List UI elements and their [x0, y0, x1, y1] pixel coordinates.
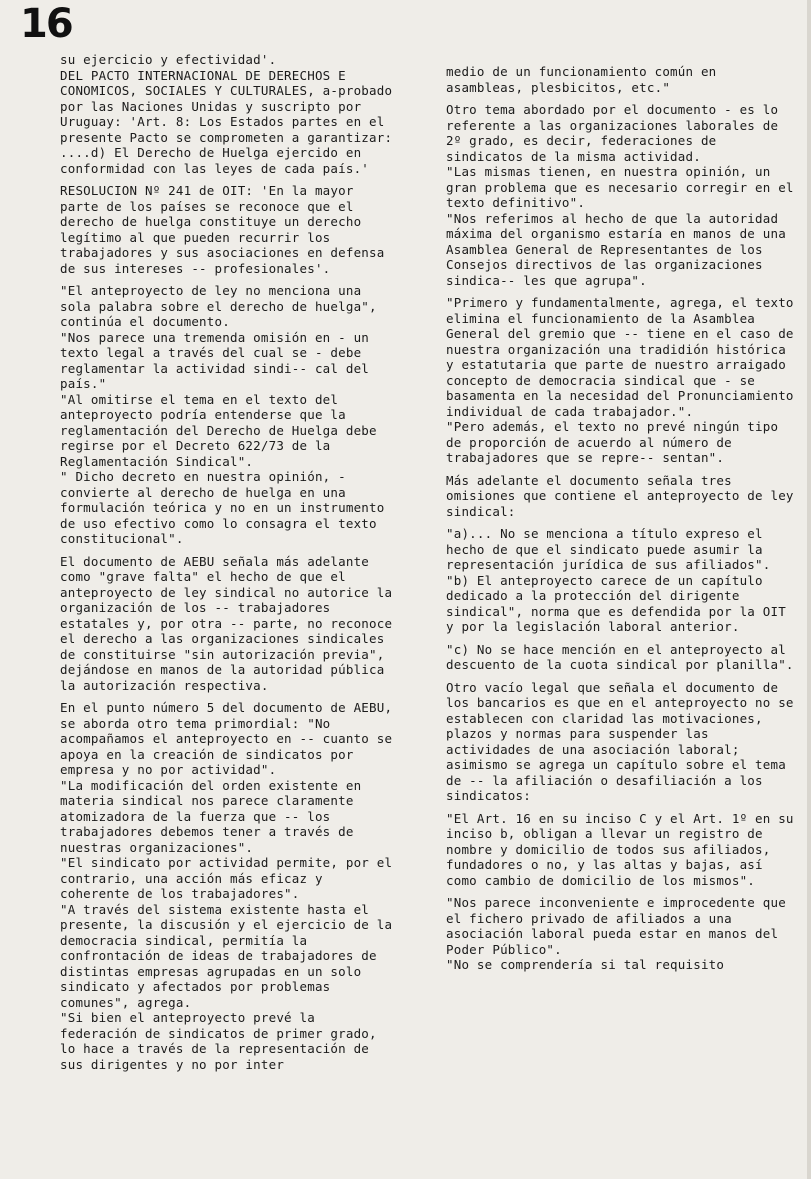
right-paragraph-5: "a)... No se menciona a título expreso el hecho de que el sindicato puede asumir la representación jurídica de sus afiliados". "b) El anteproyecto carece de un capítulo dedicado a la protección del dirigente sindical", norma que es defendida por la OIT y por la legislación laboral anterior. [446, 526, 786, 634]
left-paragraph-4: El documento de AEBU señala más adelante como "grave falta" el hecho de que el anteproyecto de ley sindical no autorice la organización de los -- trabajadores estatales y, por otra -- parte, no reconoce el derecho a las organizaciones sindicales de constituirse "sin autorización previa", dejándose en manos de la autoridad pública la autorización respectiva. [60, 553, 400, 693]
right-paragraph-8: "El Art. 16 en su inciso C y el Art. 1º en su inciso b, obligan a llevar un registro de nombre y domicilio de todos sus afiliados, fundadores o no, y las altas y bajas, así como cambio de domicilio de los mismos". [446, 810, 802, 888]
right-paragraph-3: "Primero y fundamentalmente, agrega, el texto elimina el funcionamiento de la Asamblea General del gremio que -- tiene en el caso de nuestra organización una tradidión histórica y estatutaria que parte de nuestro arraigado concepto de democracia sindical que - se basamenta en la necesidad del Pronunciamiento individual de cada trabajador.". "Pero además, el texto no prevé ningún tipo de proporción de acuerdo al número de trabajadores que se repre-- sentan". [446, 295, 794, 465]
page-edge-shadow [807, 0, 811, 1179]
right-paragraph-4: Más adelante el documento señala tres omisiones que contiene el anteproyecto de ley sindical: [446, 472, 802, 519]
page-number: 16 [20, 1, 72, 47]
right-paragraph-7: Otro vacío legal que señala el documento de los bancarios es que en el anteproyecto no se establecen con claridad las motivaciones, plazos y normas para suspender las actividades de una asociación laboral; asimismo se agrega un capítulo sobre el tema de -- la afiliación o desafiliación a los sindicatos: [446, 679, 802, 803]
right-column [446, 64, 802, 980]
left-paragraph-5: En el punto número 5 del documento de AEBU, se aborda otro tema primordial: "No acompañamos el anteproyecto en -- cuanto se apoya en la creación de sindicatos por empresa y no por actividad". "La modificación del orden existente en materia sindical nos parece claramente atomizadora de la fuerza que -- los trabajadores debemos tener a través de nuestras organizaciones". "El sindicato por actividad permite, por el contrario, una acción más eficaz y coherente de los trabajadores". "A través del sistema existente hasta el presente, la discusión y el ejercicio de la democracia sindical, permitía la confrontación de ideas de trabajadores de distintas empresas agrupadas en un solo sindicato y afectados por problemas comunes", agrega. "Si bien el anteproyecto prevé la federación de sindicatos de primer grado, lo hace a través de la representación de sus dirigentes y no por inter [60, 700, 393, 1072]
right-paragraph-9: "Nos parece inconveniente e improcedente que el fichero privado de afiliados a una asociación laboral pueda estar en manos del Poder Público". "No se comprendería si tal requisito [446, 895, 786, 972]
left-paragraph-2: RESOLUCION Nº 241 de OIT: 'En la mayor parte de los países se reconoce que el derecho de huelga constituye un derecho legítimo al que pueden recurrir los trabajadores y sus asociaciones en defensa de sus intereses -- profesionales'. [60, 183, 393, 276]
left-paragraph-1: su ejercicio y efectividad'. DEL PACTO INTERNACIONAL DE DERECHOS E CONOMICOS, SOCIALES Y CULTURALES, a-probado por las Naciones Unidas y suscripto por Uruguay: 'Art. 8: Los Estados partes en el presente Pacto se comprometen a garantizar: ....d) El Derecho de Huelga ejercido en conformidad con las leyes de cada país.' [60, 52, 393, 176]
left-column [60, 52, 400, 1079]
left-paragraph-3: "El anteproyecto de ley no menciona una sola palabra sobre el derecho de huelga", continúa el documento. "Nos parece una tremenda omisión en - un texto legal a través del cual se - debe reglamentar la actividad sindi-- cal del país." "Al omitirse el tema en el texto del anteproyecto podría entenderse que la reglamentación del Derecho de Huelga debe regirse por el Decreto 622/73 de la Reglamentación Sindical". " Dicho decreto en nuestra opinión, - convierte al derecho de huelga en una formulación teórica y no en un instrumento de uso efectivo como lo consagra el texto constitucional". [60, 283, 385, 546]
right-paragraph-6: "c) No se hace mención en el anteproyecto al descuento de la cuota sindical por planilla". [446, 641, 794, 672]
right-paragraph-1: medio de un funcionamiento común en asambleas, plesbicitos, etc." [446, 64, 725, 95]
right-paragraph-2: Otro tema abordado por el documento - es lo referente a las organizaciones laborales de 2º grado, es decir, federaciones de sindicatos de la misma actividad. "Las mismas tienen, en nuestra opinión, un gran problema que es necesario corregir en el texto definitivo". "Nos referimos al hecho de que la autoridad máxima del organismo estaría en manos de una Asamblea General de Representantes de los Consejos directivos de las organizaciones sindica-- les que agrupa". [446, 102, 794, 288]
